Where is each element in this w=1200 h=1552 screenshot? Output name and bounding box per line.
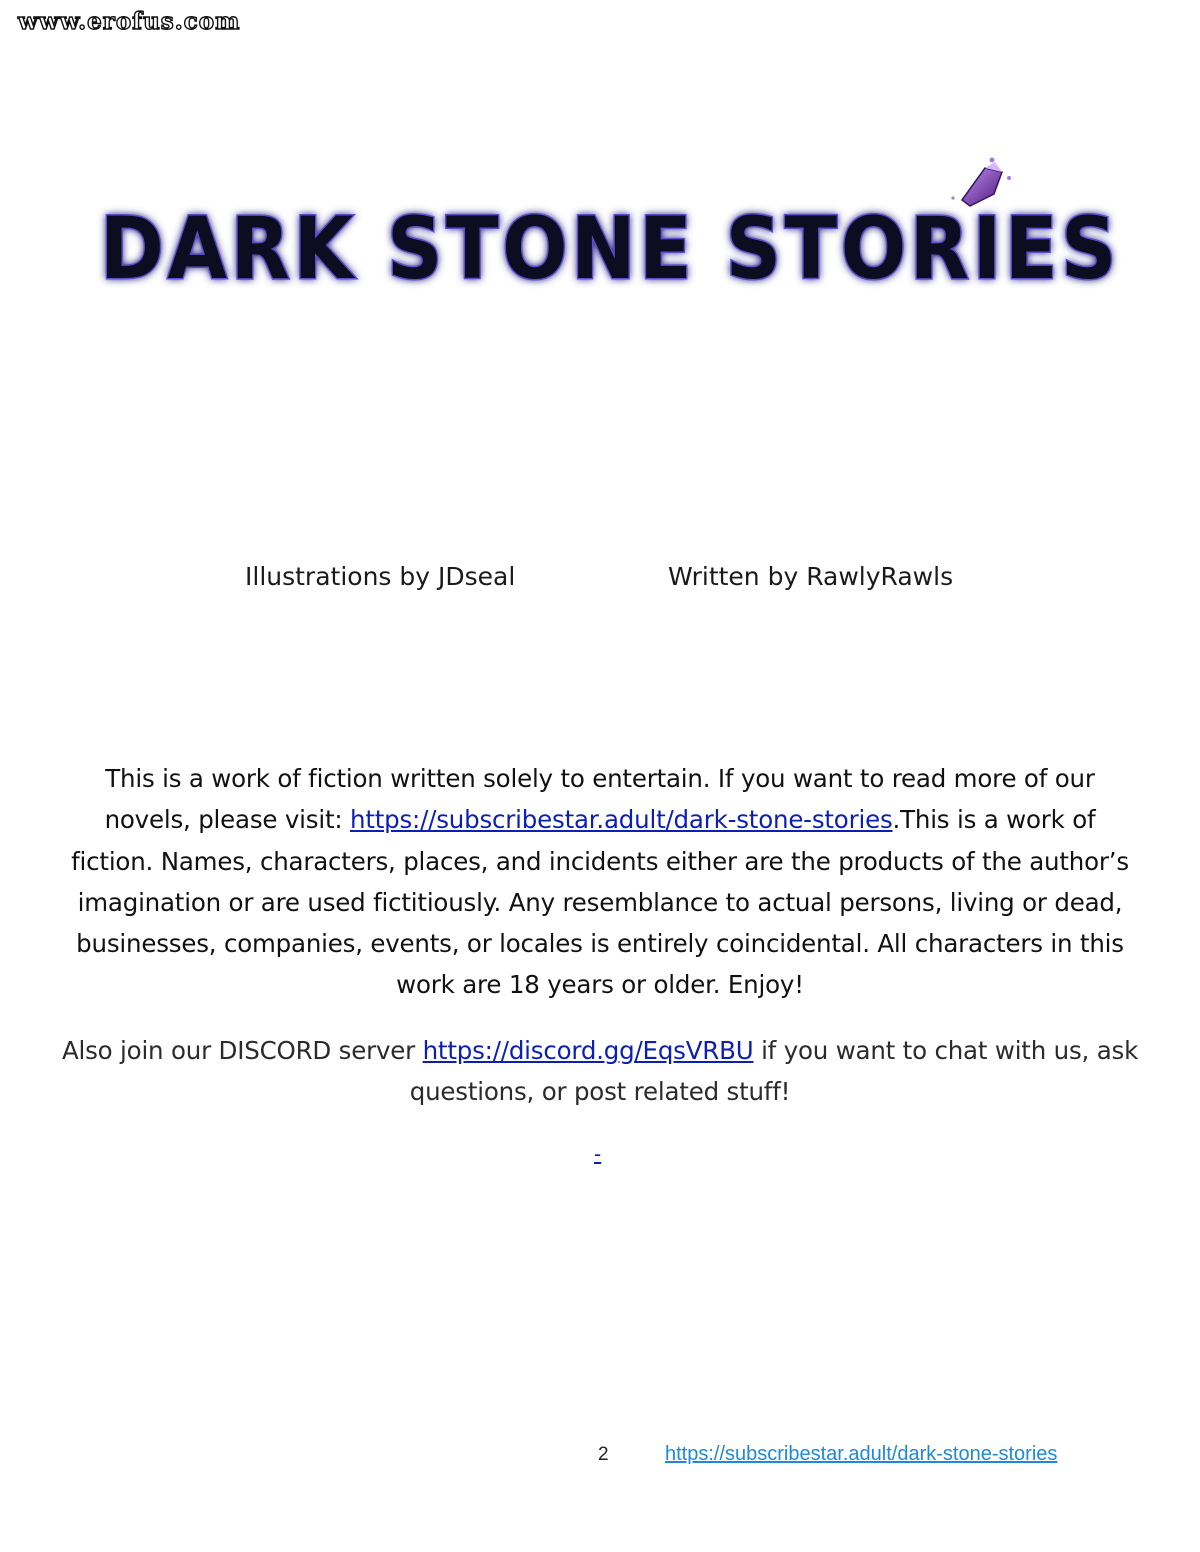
writer-credit: Written by RawlyRawls [668, 562, 954, 591]
discord-link[interactable]: https://discord.gg/EqsVRBU [422, 1036, 754, 1065]
discord-text-2: if you want to chat with us, ask questions, or post related stuff! [409, 1036, 1139, 1106]
dash-link[interactable]: - [594, 1142, 602, 1166]
footer-subscribestar-link[interactable]: https://subscribestar.adult/dark-stone-stories [665, 1443, 1058, 1465]
site-watermark: www.erofus.com [18, 8, 241, 35]
disclaimer-text-1: This is a work of fiction written solely to entertain. If you want to read more of our novels, please visit: [104, 764, 1095, 835]
discord-text-1: Also join our DISCORD server [61, 1036, 423, 1065]
illustrations-credit: Illustrations by JDseal [245, 562, 516, 591]
dark-stone-stories-logo [90, 150, 1130, 310]
discord-invite [60, 1030, 1140, 1112]
page-number: 2 [598, 1444, 609, 1465]
disclaimer-text-2: .This is a work of fiction. Names, characters, places, and incidents either are the products of the author’s imagination or are used fictitiously. Any resemblance to actual persons, living or dead, businesses, companies, events, or locales is entirely coincidental. All characters in this work are 18 years or older. Enjoy! [71, 805, 1129, 1000]
logo-text: DARK STONE STORIES [100, 199, 1120, 299]
logo-graphic [90, 150, 1130, 310]
fiction-disclaimer [60, 758, 1140, 1006]
subscribestar-link[interactable]: https://subscribestar.adult/dark-stone-stories [350, 805, 893, 835]
